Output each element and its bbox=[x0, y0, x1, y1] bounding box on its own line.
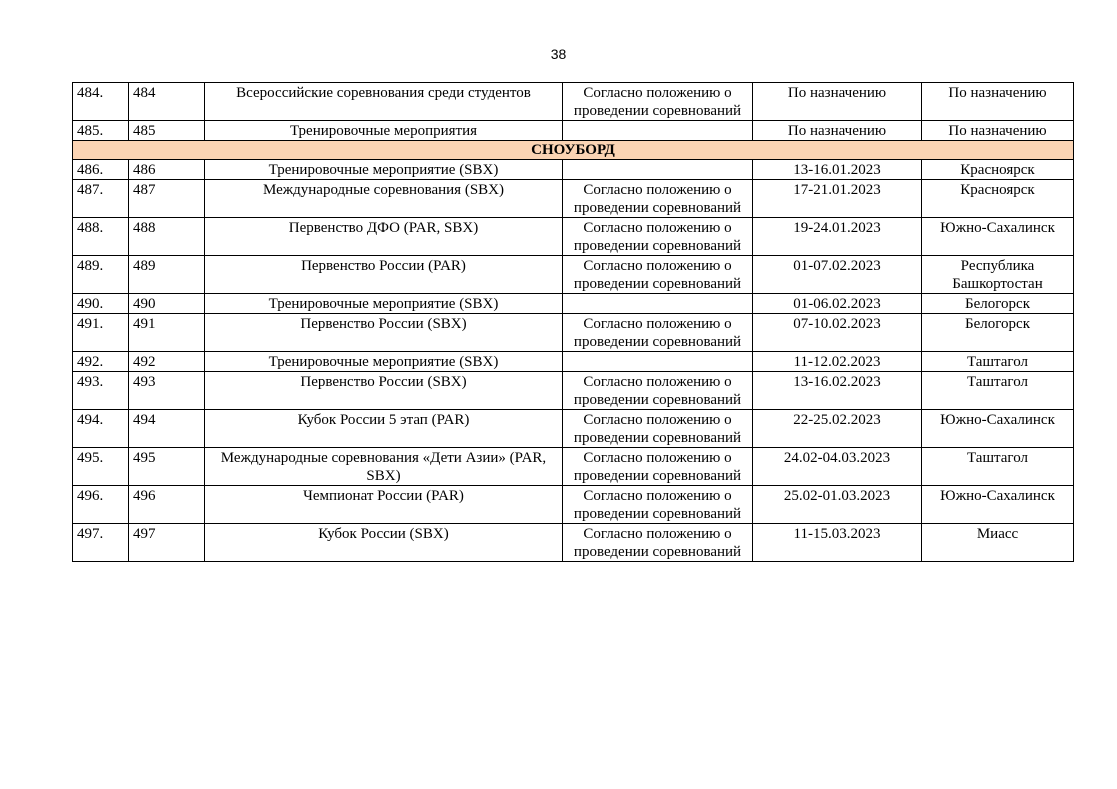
event-place-cell: Красноярск bbox=[922, 180, 1074, 218]
events-table bbox=[72, 82, 1074, 562]
table-row bbox=[73, 314, 1074, 352]
table-row bbox=[73, 160, 1074, 180]
section-header-row bbox=[73, 141, 1074, 160]
event-date-cell: 19-24.01.2023 bbox=[753, 218, 922, 256]
event-name-cell: Первенство России (SBX) bbox=[205, 372, 563, 410]
event-place-cell: Таштагол bbox=[922, 352, 1074, 372]
table-row bbox=[73, 524, 1074, 562]
row-number-cell: 492. bbox=[73, 352, 129, 372]
participants-condition-cell bbox=[563, 121, 753, 141]
event-place-cell: Белогорск bbox=[922, 294, 1074, 314]
event-id-cell: 492 bbox=[129, 352, 205, 372]
event-date-cell: По назначению bbox=[753, 121, 922, 141]
row-number-cell: 487. bbox=[73, 180, 129, 218]
row-number-cell: 495. bbox=[73, 448, 129, 486]
event-date-cell: 13-16.02.2023 bbox=[753, 372, 922, 410]
event-date-cell: 24.02-04.03.2023 bbox=[753, 448, 922, 486]
event-name-cell: Тренировочные мероприятия bbox=[205, 121, 563, 141]
participants-condition-cell: Согласно положению о проведении соревнований bbox=[563, 83, 753, 121]
row-number-cell: 491. bbox=[73, 314, 129, 352]
participants-condition-cell: Согласно положению о проведении соревнований bbox=[563, 314, 753, 352]
event-place-cell: По назначению bbox=[922, 83, 1074, 121]
event-name-cell: Всероссийские соревнования среди студентов bbox=[205, 83, 563, 121]
event-date-cell: 17-21.01.2023 bbox=[753, 180, 922, 218]
event-id-cell: 485 bbox=[129, 121, 205, 141]
event-name-cell: Тренировочные мероприятие (SBX) bbox=[205, 160, 563, 180]
participants-condition-cell bbox=[563, 352, 753, 372]
event-name-cell: Первенство России (SBX) bbox=[205, 314, 563, 352]
event-name-cell: Кубок России (SBX) bbox=[205, 524, 563, 562]
participants-condition-cell: Согласно положению о проведении соревнований bbox=[563, 524, 753, 562]
event-name-cell: Международные соревнования «Дети Азии» (PAR, SBX) bbox=[205, 448, 563, 486]
event-name-cell: Тренировочные мероприятие (SBX) bbox=[205, 352, 563, 372]
page-number: 38 bbox=[550, 46, 567, 62]
participants-condition-cell: Согласно положению о проведении соревнований bbox=[563, 448, 753, 486]
event-date-cell: 25.02-01.03.2023 bbox=[753, 486, 922, 524]
event-place-cell: Южно-Сахалинск bbox=[922, 218, 1074, 256]
table-row bbox=[73, 180, 1074, 218]
event-id-cell: 489 bbox=[129, 256, 205, 294]
event-id-cell: 494 bbox=[129, 410, 205, 448]
table-row bbox=[73, 486, 1074, 524]
participants-condition-cell bbox=[563, 160, 753, 180]
event-place-cell: Таштагол bbox=[922, 448, 1074, 486]
event-id-cell: 496 bbox=[129, 486, 205, 524]
participants-condition-cell: Согласно положению о проведении соревнований bbox=[563, 372, 753, 410]
table-row bbox=[73, 83, 1074, 121]
row-number-cell: 485. bbox=[73, 121, 129, 141]
event-place-cell: Южно-Сахалинск bbox=[922, 410, 1074, 448]
event-id-cell: 497 bbox=[129, 524, 205, 562]
event-name-cell: Международные соревнования (SBX) bbox=[205, 180, 563, 218]
event-date-cell: 22-25.02.2023 bbox=[753, 410, 922, 448]
event-date-cell: 11-15.03.2023 bbox=[753, 524, 922, 562]
event-id-cell: 488 bbox=[129, 218, 205, 256]
event-id-cell: 486 bbox=[129, 160, 205, 180]
row-number-cell: 496. bbox=[73, 486, 129, 524]
row-number-cell: 489. bbox=[73, 256, 129, 294]
event-name-cell: Кубок России 5 этап (PAR) bbox=[205, 410, 563, 448]
event-id-cell: 493 bbox=[129, 372, 205, 410]
participants-condition-cell: Согласно положению о проведении соревнований bbox=[563, 410, 753, 448]
event-place-cell: Таштагол bbox=[922, 372, 1074, 410]
event-place-cell: По назначению bbox=[922, 121, 1074, 141]
row-number-cell: 484. bbox=[73, 83, 129, 121]
event-id-cell: 491 bbox=[129, 314, 205, 352]
table-row bbox=[73, 256, 1074, 294]
row-number-cell: 497. bbox=[73, 524, 129, 562]
table-row bbox=[73, 410, 1074, 448]
table-row bbox=[73, 372, 1074, 410]
event-place-cell: Южно-Сахалинск bbox=[922, 486, 1074, 524]
event-id-cell: 484 bbox=[129, 83, 205, 121]
event-id-cell: 487 bbox=[129, 180, 205, 218]
event-date-cell: 07-10.02.2023 bbox=[753, 314, 922, 352]
event-id-cell: 490 bbox=[129, 294, 205, 314]
event-place-cell: Миасс bbox=[922, 524, 1074, 562]
table-row bbox=[73, 448, 1074, 486]
event-name-cell: Первенство ДФО (PAR, SBX) bbox=[205, 218, 563, 256]
event-date-cell: 13-16.01.2023 bbox=[753, 160, 922, 180]
event-place-cell: Белогорск bbox=[922, 314, 1074, 352]
event-place-cell: Красноярск bbox=[922, 160, 1074, 180]
row-number-cell: 494. bbox=[73, 410, 129, 448]
table-row bbox=[73, 352, 1074, 372]
row-number-cell: 493. bbox=[73, 372, 129, 410]
section-title: СНОУБОРД bbox=[73, 141, 1074, 160]
event-date-cell: 11-12.02.2023 bbox=[753, 352, 922, 372]
participants-condition-cell bbox=[563, 294, 753, 314]
event-date-cell: По назначению bbox=[753, 83, 922, 121]
participants-condition-cell: Согласно положению о проведении соревнований bbox=[563, 256, 753, 294]
table-row bbox=[73, 294, 1074, 314]
event-date-cell: 01-06.02.2023 bbox=[753, 294, 922, 314]
table-row bbox=[73, 218, 1074, 256]
row-number-cell: 486. bbox=[73, 160, 129, 180]
row-number-cell: 490. bbox=[73, 294, 129, 314]
event-id-cell: 495 bbox=[129, 448, 205, 486]
event-name-cell: Первенство России (PAR) bbox=[205, 256, 563, 294]
participants-condition-cell: Согласно положению о проведении соревнований bbox=[563, 486, 753, 524]
participants-condition-cell: Согласно положению о проведении соревнований bbox=[563, 218, 753, 256]
row-number-cell: 488. bbox=[73, 218, 129, 256]
participants-condition-cell: Согласно положению о проведении соревнований bbox=[563, 180, 753, 218]
event-date-cell: 01-07.02.2023 bbox=[753, 256, 922, 294]
events-table-body bbox=[73, 83, 1074, 562]
event-name-cell: Чемпионат России (PAR) bbox=[205, 486, 563, 524]
table-row bbox=[73, 121, 1074, 141]
event-name-cell: Тренировочные мероприятие (SBX) bbox=[205, 294, 563, 314]
event-place-cell: Республика Башкортостан bbox=[922, 256, 1074, 294]
